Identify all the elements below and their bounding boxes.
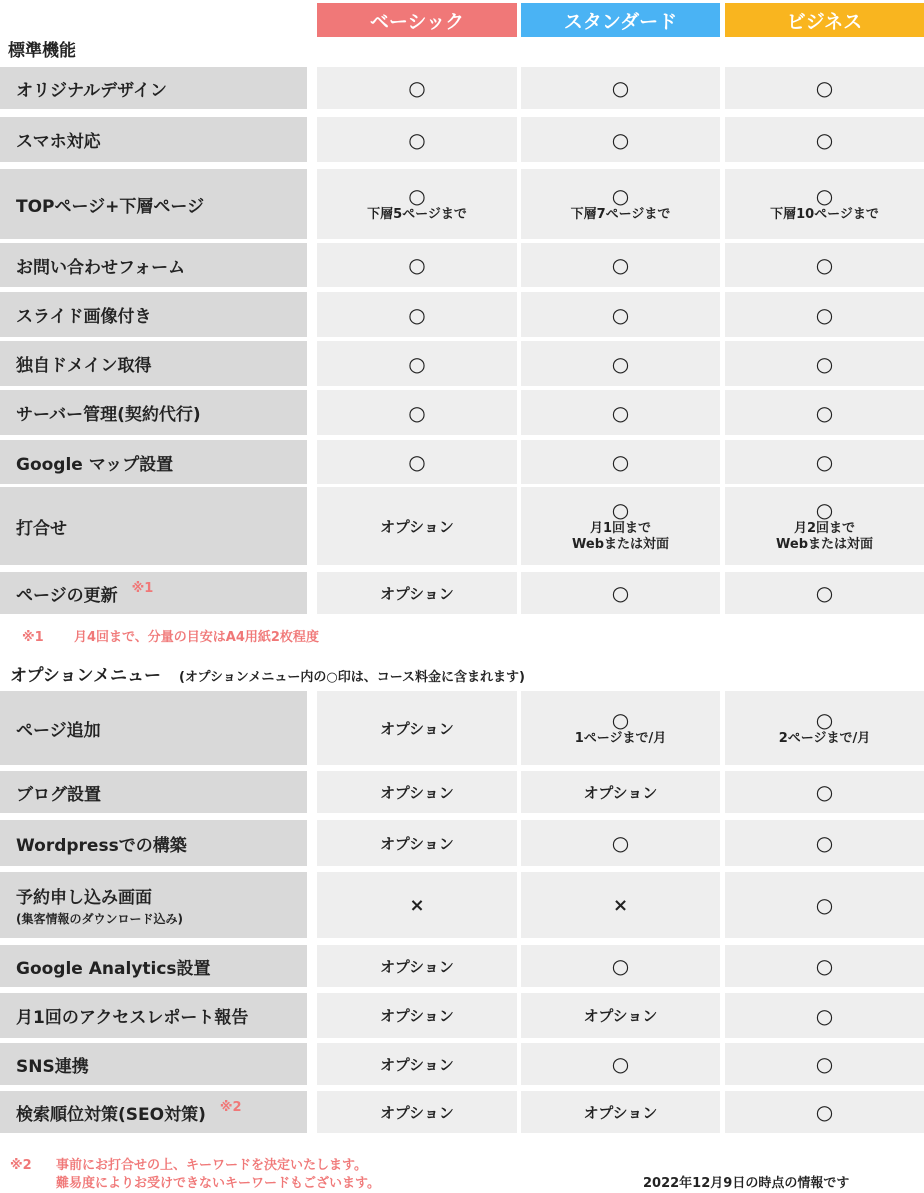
- included-circle-icon: ○: [408, 76, 426, 100]
- footnote-1-mark: ※1: [22, 630, 44, 645]
- feature-name: オリジナルデザイン: [16, 80, 167, 101]
- cell-standard: [521, 169, 720, 239]
- feature-name: Google マップ設置: [16, 454, 174, 475]
- included-circle-icon: ○: [815, 498, 834, 522]
- cell-business: [725, 820, 924, 866]
- included-circle-icon: ○: [408, 302, 426, 327]
- standard-row: [0, 341, 924, 386]
- feature-name: SNS連携: [16, 1056, 89, 1077]
- cell-basic: [317, 440, 517, 484]
- feature-name: 独自ドメイン取得: [16, 356, 152, 376]
- cell-standard: [521, 390, 720, 435]
- footnote-reference: ※2: [219, 1099, 242, 1115]
- standard-row: [0, 440, 924, 484]
- cell-basic: [317, 169, 517, 239]
- included-circle-icon: ○: [815, 253, 834, 277]
- option-text: オプション: [583, 1103, 658, 1122]
- cell-standard: [521, 341, 720, 386]
- footnote-1-text: 月4回まで、分量の目安はA4用紙2枚程度: [74, 630, 319, 645]
- option-row-label: [0, 691, 307, 765]
- cell-basic: [317, 872, 517, 938]
- cell-business: [725, 487, 924, 565]
- cell-standard: [521, 440, 720, 484]
- included-circle-icon: ○: [815, 351, 834, 376]
- included-circle-icon: ○: [408, 127, 426, 152]
- cell-business: [725, 993, 924, 1038]
- cell-business: [725, 691, 924, 765]
- included-circle-icon: ○: [815, 127, 834, 152]
- cell-note: 1ページまで/月: [574, 731, 667, 746]
- included-circle-icon: ○: [815, 831, 834, 855]
- cell-basic: [317, 243, 517, 287]
- included-circle-icon: ○: [815, 400, 834, 425]
- cell-basic: [317, 945, 517, 987]
- cell-standard: [521, 67, 720, 109]
- feature-name: ページ追加: [16, 720, 101, 741]
- option-text: オプション: [380, 1103, 454, 1122]
- cell-basic: [317, 820, 517, 866]
- cell-basic: [317, 487, 517, 565]
- option-text: オプション: [380, 584, 454, 603]
- cell-note: Webまたは対面: [572, 537, 669, 552]
- cell-business: [725, 67, 924, 109]
- option-text: オプション: [380, 1007, 454, 1025]
- included-circle-icon: ○: [815, 302, 834, 327]
- standard-row-label: [0, 169, 307, 239]
- footnote-2-line-2: 難易度によりお受けできないキーワードもございます。: [56, 1176, 380, 1191]
- cell-note: Webまたは対面: [776, 537, 873, 552]
- cell-standard: [521, 243, 720, 287]
- included-circle-icon: ○: [408, 400, 426, 425]
- feature-name: Wordpressでの構築: [16, 835, 187, 856]
- cell-business: [725, 243, 924, 287]
- standard-row: [0, 572, 924, 614]
- feature-name: ブログ設置: [16, 784, 101, 805]
- standard-row-label: [0, 243, 307, 287]
- included-circle-icon: ○: [815, 708, 834, 732]
- cell-note: 月1回まで: [589, 521, 652, 536]
- not-available-cross-icon: ×: [409, 894, 425, 916]
- cell-business: [725, 771, 924, 813]
- cell-standard: [521, 572, 720, 614]
- included-circle-icon: ○: [611, 302, 630, 327]
- cell-standard: [521, 487, 720, 565]
- included-circle-icon: ○: [611, 581, 630, 605]
- option-text: オプション: [380, 834, 454, 853]
- feature-name: 月1回のアクセスレポート報告: [16, 1008, 249, 1028]
- option-row-label: [0, 820, 307, 866]
- option-row-label: [0, 993, 307, 1038]
- standard-row: [0, 390, 924, 435]
- option-text: オプション: [380, 1055, 454, 1074]
- plan-header-business: ビジネス: [725, 3, 924, 37]
- option-row-label: [0, 1043, 307, 1085]
- cell-business: [725, 572, 924, 614]
- option-row: [0, 771, 924, 813]
- options-section-note: (オプションメニュー内の○印は、コース料金に含まれます): [178, 670, 525, 685]
- included-circle-icon: ○: [815, 954, 834, 978]
- included-circle-icon: ○: [611, 450, 630, 474]
- footnote-2-line-1: 事前にお打合せの上、キーワードを決定いたします。: [56, 1158, 367, 1173]
- option-row-label: [0, 771, 307, 813]
- cell-business: [725, 872, 924, 938]
- cell-business: [725, 1091, 924, 1133]
- not-available-cross-icon: ×: [612, 894, 629, 916]
- cell-basic: [317, 572, 517, 614]
- included-circle-icon: ○: [815, 1100, 834, 1124]
- option-text: オプション: [583, 783, 658, 802]
- option-row: [0, 993, 924, 1038]
- feature-name: 予約申し込み画面: [16, 888, 152, 908]
- cell-business: [725, 440, 924, 484]
- included-circle-icon: ○: [611, 76, 630, 100]
- cell-standard: [521, 1043, 720, 1085]
- included-circle-icon: ○: [815, 893, 834, 917]
- option-row: [0, 945, 924, 987]
- included-circle-icon: ○: [815, 184, 834, 208]
- cell-standard: [521, 691, 720, 765]
- cell-standard: [521, 771, 720, 813]
- cell-business: [725, 169, 924, 239]
- option-row: [0, 820, 924, 866]
- feature-name: サーバー管理(契約代行): [16, 405, 201, 425]
- standard-row-label: [0, 117, 307, 162]
- plan-header-basic: ベーシック: [317, 3, 517, 37]
- cell-basic: [317, 771, 517, 813]
- option-text: オプション: [380, 719, 454, 738]
- option-text: オプション: [380, 517, 454, 536]
- cell-business: [725, 945, 924, 987]
- included-circle-icon: ○: [408, 184, 426, 208]
- cell-business: [725, 117, 924, 162]
- option-row: [0, 691, 924, 765]
- cell-basic: [317, 341, 517, 386]
- cell-business: [725, 390, 924, 435]
- cell-note: 下層10ページまで: [770, 207, 879, 222]
- included-circle-icon: ○: [815, 1003, 834, 1028]
- feature-name: 打合せ: [16, 518, 67, 539]
- feature-name: スマホ対応: [16, 132, 101, 152]
- feature-name: スライド画像付き: [16, 307, 152, 327]
- footnote-2: [10, 1157, 380, 1193]
- feature-name: ページの更新: [16, 585, 118, 606]
- as-of-date: 2022年12月9日の時点の情報です: [643, 1176, 850, 1191]
- feature-name: お問い合わせフォーム: [16, 257, 186, 278]
- cell-standard: [521, 993, 720, 1038]
- included-circle-icon: ○: [611, 351, 630, 376]
- standard-row-label: [0, 440, 307, 484]
- cell-business: [725, 292, 924, 337]
- cell-basic: [317, 993, 517, 1038]
- included-circle-icon: ○: [611, 184, 630, 208]
- footnote-2-mark: ※2: [10, 1158, 32, 1173]
- option-text: オプション: [380, 957, 454, 976]
- standard-section-title: 標準機能: [8, 41, 76, 61]
- included-circle-icon: ○: [611, 1052, 630, 1076]
- option-row-label: [0, 1091, 307, 1133]
- cell-standard: [521, 1091, 720, 1133]
- option-row: [0, 1091, 924, 1133]
- standard-row: [0, 169, 924, 239]
- footnote-reference: ※1: [131, 580, 154, 596]
- cell-note: 下層5ページまで: [367, 207, 467, 222]
- option-row-label: [0, 872, 307, 938]
- included-circle-icon: ○: [611, 127, 630, 152]
- options-title-text: オプションメニュー: [10, 666, 161, 686]
- feature-name: TOPページ+下層ページ: [16, 196, 205, 217]
- option-row-label: [0, 945, 307, 987]
- cell-standard: [521, 945, 720, 987]
- included-circle-icon: ○: [611, 498, 630, 522]
- cell-basic: [317, 390, 517, 435]
- feature-subtext: (集客情報のダウンロード込み): [16, 912, 183, 926]
- feature-name: Google Analytics設置: [16, 958, 211, 979]
- included-circle-icon: ○: [815, 450, 834, 474]
- cell-note: 下層7ページまで: [570, 207, 671, 222]
- cell-business: [725, 1043, 924, 1085]
- included-circle-icon: ○: [611, 400, 630, 425]
- cell-basic: [317, 1091, 517, 1133]
- footnote-1: [22, 626, 319, 645]
- included-circle-icon: ○: [408, 253, 426, 277]
- cell-standard: [521, 872, 720, 938]
- included-circle-icon: ○: [611, 708, 630, 732]
- included-circle-icon: ○: [611, 831, 630, 855]
- standard-row: [0, 117, 924, 162]
- standard-row: [0, 243, 924, 287]
- cell-basic: [317, 1043, 517, 1085]
- option-row: [0, 872, 924, 938]
- option-row: [0, 1043, 924, 1085]
- cell-basic: [317, 691, 517, 765]
- included-circle-icon: ○: [611, 954, 630, 978]
- cell-standard: [521, 292, 720, 337]
- included-circle-icon: ○: [408, 351, 426, 376]
- standard-row-label: [0, 390, 307, 435]
- standard-row-label: [0, 572, 307, 614]
- cell-standard: [521, 820, 720, 866]
- included-circle-icon: ○: [611, 253, 630, 277]
- included-circle-icon: ○: [408, 450, 426, 474]
- standard-row: [0, 292, 924, 337]
- option-text: オプション: [380, 783, 454, 802]
- feature-name: 検索順位対策(SEO対策): [16, 1104, 206, 1125]
- standard-row-label: [0, 292, 307, 337]
- cell-basic: [317, 67, 517, 109]
- standard-row-label: [0, 67, 307, 109]
- standard-row: [0, 67, 924, 109]
- standard-row: [0, 487, 924, 565]
- included-circle-icon: ○: [815, 1052, 834, 1076]
- included-circle-icon: ○: [815, 76, 834, 100]
- cell-business: [725, 341, 924, 386]
- included-circle-icon: ○: [815, 780, 834, 804]
- options-section-title: [10, 661, 525, 686]
- option-text: オプション: [583, 1007, 658, 1025]
- cell-note: 月2回まで: [793, 521, 856, 536]
- standard-row-label: [0, 487, 307, 565]
- standard-row-label: [0, 341, 307, 386]
- cell-basic: [317, 292, 517, 337]
- plan-header-standard: スタンダード: [521, 3, 720, 37]
- cell-note: 2ページまで/月: [778, 731, 871, 746]
- cell-standard: [521, 117, 720, 162]
- included-circle-icon: ○: [815, 581, 834, 605]
- cell-basic: [317, 117, 517, 162]
